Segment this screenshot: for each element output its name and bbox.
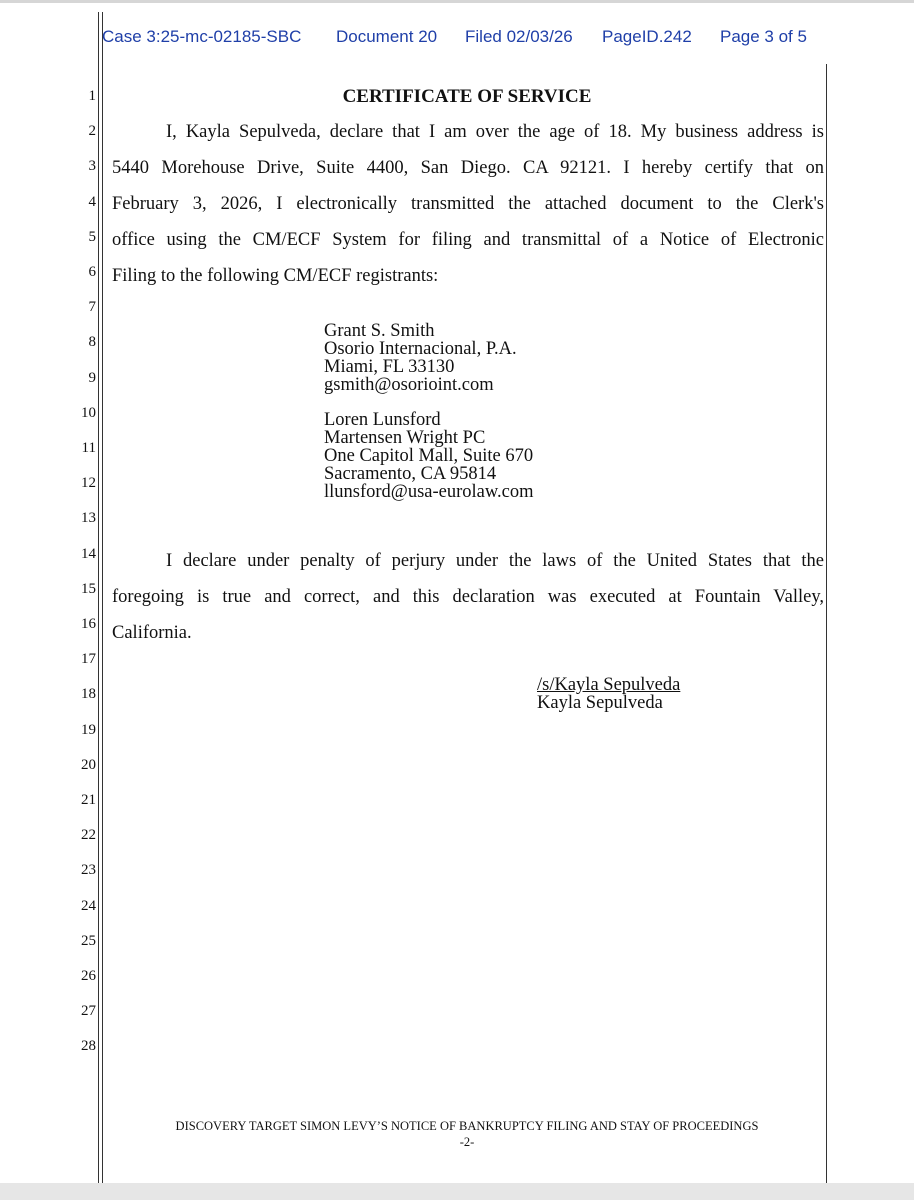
line-number: 3	[88, 158, 96, 175]
line-number: 12	[81, 475, 96, 492]
line-number: 6	[88, 264, 96, 280]
recipient-email: gsmith@osorioint.com	[324, 375, 494, 395]
paragraph-line: I declare under penalty of perjury under the laws of the United States that the	[166, 551, 824, 571]
line-number: 28	[81, 1038, 96, 1055]
page-top-edge	[0, 0, 914, 3]
header-page-count: Page 3 of 5	[720, 27, 807, 46]
line-number: 17	[81, 651, 96, 668]
right-margin-rule	[826, 64, 827, 1183]
paragraph-line: February 3, 2026, I electronically transmitted the attached document to the Clerk's	[112, 194, 824, 214]
paragraph-line: 5440 Morehouse Drive, Suite 4400, San Diego. CA 92121. I hereby certify that on	[112, 158, 824, 178]
paragraph-line: foregoing is true and correct, and this declaration was executed at Fountain Valley,	[112, 587, 824, 607]
footer-page-number: -2-	[459, 1135, 475, 1149]
recipient-street: One Capitol Mall, Suite 670	[324, 446, 534, 466]
header-page-id: PageID.242	[602, 27, 692, 46]
left-margin-rule	[98, 12, 99, 1183]
header-case-number: Case 3:25-mc-02185-SBC	[102, 27, 302, 46]
signature-block	[537, 676, 680, 712]
recipient-city: Miami, FL 33130	[324, 357, 455, 377]
line-number: 1	[88, 88, 96, 104]
recipient-block	[324, 322, 517, 394]
page-bottom-edge	[0, 1183, 914, 1200]
line-number: 10	[81, 404, 96, 421]
line-number: 19	[81, 721, 96, 738]
line-number: 27	[81, 1003, 96, 1020]
line-number: 11	[81, 440, 96, 456]
line-number: 21	[81, 792, 96, 808]
line-number: 25	[81, 932, 96, 949]
recipient-city: Sacramento, CA 95814	[324, 464, 497, 484]
recipient-name: Grant S. Smith	[324, 321, 435, 341]
conformed-signature: /s/Kayla Sepulveda	[537, 675, 681, 695]
declaration-paragraph	[112, 543, 824, 651]
signer-name: Kayla Sepulveda	[537, 693, 663, 713]
line-number: 5	[88, 228, 96, 245]
footer-title: DISCOVERY TARGET SIMON LEVY’S NOTICE OF BANKRUPTCY FILING AND STAY OF PROCEEDINGS	[175, 1119, 759, 1133]
paragraph-line: I, Kayla Sepulveda, declare that I am over the age of 18. My business address is	[166, 122, 824, 142]
ecf-header	[102, 27, 832, 51]
service-paragraph	[112, 114, 824, 294]
line-number: 13	[81, 510, 96, 527]
line-number: 7	[88, 299, 96, 316]
footer	[112, 1118, 822, 1150]
line-number: 9	[88, 369, 96, 386]
line-number: 14	[81, 545, 96, 562]
line-number: 20	[81, 756, 96, 773]
recipient-firm: Martensen Wright PC	[324, 428, 486, 448]
line-number: 2	[88, 123, 96, 140]
line-number: 18	[81, 686, 96, 703]
paragraph-line: Filing to the following CM/ECF registrants:	[112, 266, 439, 286]
header-document-number: Document 20	[336, 27, 438, 46]
line-number: 24	[81, 897, 96, 914]
line-number: 4	[88, 193, 96, 210]
recipient-firm: Osorio Internacional, P.A.	[324, 339, 517, 359]
header-filed-date: Filed 02/03/26	[465, 27, 573, 46]
recipient-block	[324, 411, 534, 501]
line-number: 8	[88, 334, 96, 351]
paragraph-line: office using the CM/ECF System for filing and transmittal of a Notice of Electronic	[112, 230, 824, 250]
line-number: 16	[81, 616, 96, 632]
line-number: 23	[81, 862, 96, 879]
line-number: 26	[81, 968, 96, 984]
document-title: CERTIFICATE OF SERVICE	[342, 86, 592, 107]
recipient-name: Loren Lunsford	[324, 410, 441, 430]
line-number: 22	[81, 827, 96, 844]
line-number: 15	[81, 580, 96, 597]
recipient-email: llunsford@usa-eurolaw.com	[324, 482, 534, 502]
paragraph-line: California.	[112, 623, 192, 643]
left-margin-rule-inner	[102, 12, 103, 1183]
